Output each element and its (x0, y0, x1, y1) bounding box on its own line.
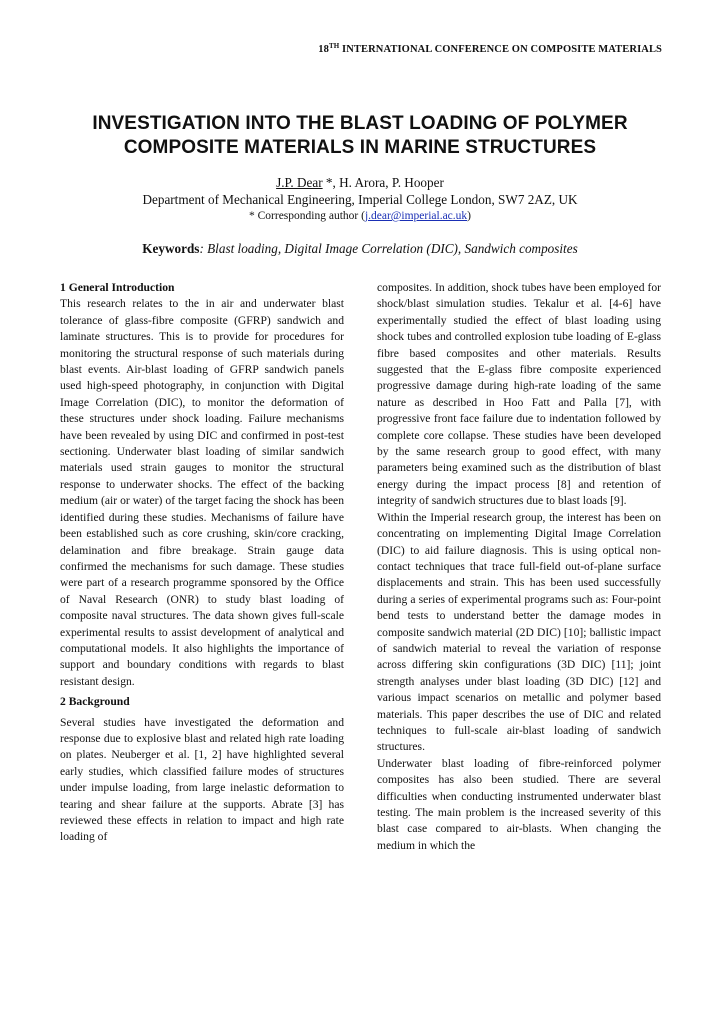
background-paragraph: Several studies have investigated the deformation and response due to explosive blast and related high rate loading on plates. Neuberger et al. [1, 2] have highlighted several early studies, which classified failure modes of structures under impulse loading, from large inelastic deformation to tearing and shear failure at the supports. Abrate [3] has reviewed these effects in relation to impact and high rate loading of (60, 715, 344, 844)
right-column (377, 280, 661, 854)
keywords-label: Keywords (142, 241, 200, 256)
section-heading-background: 2 Background (60, 695, 130, 709)
conference-number-suffix: TH (329, 42, 340, 50)
right-paragraph-3: Underwater blast loading of fibre-reinforced polymer composites has also been studied. There are several difficulties when conducting instrumented underwater blast testing. The main problem is the increased severity of this blast case compared to air-blasts. When changing the medium in which the (377, 756, 661, 852)
conference-number: 18 (318, 44, 329, 55)
conference-name: INTERNATIONAL CONFERENCE ON COMPOSITE MATERIALS (339, 44, 662, 55)
paper-title (60, 112, 660, 160)
corresponding-prefix: * Corresponding author ( (248, 210, 365, 222)
co-authors: *, H. Arora, P. Hooper (322, 175, 444, 190)
right-paragraph-2: Within the Imperial research group, the interest has been on concentrating on implementing Digital Image Correlation (DIC) to aid failure diagnosis. This is using optical non-contact techniques that trace full-field out-of-plane surface displacements and strain. This has been used successfully during a series of experimental programs such as: Four-point bend tests to understand better the damage modes in composite sandwich material (2D DIC) [10]; ballistic impact of sandwich material to reveal the variation of response across differing skin configurations (3D DIC) [11]; joint strength analyses under blast loading (3D DIC) [12] and various impact scenarios on metallic and polymer based materials. This paper describes the use of DIC and related techniques to full-scale air-blast loading of sandwich structures. (377, 510, 661, 754)
introduction-paragraph: This research relates to the in air and underwater blast tolerance of glass-fibre composite (GFRP) sandwich and laminate structures. This is to provide for procedures for monitoring the structural response of such materials during blast events. Air-blast loading of GFRP sandwich panels used high-speed photography, in conjunction with Digital Image Correlation (DIC), to monitor the deformation of these structures under shock loading. Failure mechanisms have been revealed by using DIC and confirmed in post-test sectioning. Underwater blast loading of similar sandwich materials used strain gauges to monitor the structural response to underwater shocks. The effect of the backing medium (air or water) of the target facing the shock has been identified during these studies. Mechanisms of failure have been established such as core crushing, skin/core cracking, delamination and fibre breakage. Strain gauge data confirmed the mechanisms for such damage. These studies were part of a research programme sponsored by the Office of Naval Research (ONR) to study blast loading of composite naval structures. The data shown gives full-scale experimental results to assist development of analytical and computational models. It also highlights the importance of support and boundary conditions with regards to blast resistant design. (60, 297, 344, 688)
right-paragraph-1: composites. In addition, shock tubes have been employed for shock/blast simulation studies. Tekalur et al. [4-6] have experimentally studied the effect of blast loading using shock tubes and controlled explosion tube loading of E-glass fibre based composites and other materials. Results suggested that the E-glass fibre composite experienced progressive damage during high-rate loading of the same nature as described in Hoo Fatt and Palla [7], with progressive front face failure due to indentation followed by complete core collapse. These studies have been developed by the same research group to good effect, with many parameters being examined such as the distribution of blast energy during the impact process [8] and retention of integrity of sandwich structures due to blast loads [9]. (377, 281, 661, 508)
running-header (0, 42, 662, 55)
paper-title-line-2: COMPOSITE MATERIALS IN MARINE STRUCTURES (123, 137, 597, 158)
left-column (60, 280, 344, 846)
keywords-text: : Blast loading, Digital Image Correlation (DIC), Sandwich composites (199, 241, 578, 256)
lead-author: J.P. Dear (276, 175, 323, 190)
email-link[interactable]: j.dear@imperial.ac.uk (364, 210, 468, 222)
paper-title-line-1: INVESTIGATION INTO THE BLAST LOADING OF POLYMER (92, 113, 628, 134)
section-heading-introduction: 1 General Introduction (60, 281, 175, 294)
corresponding-suffix: ) (467, 210, 472, 222)
affiliation: Department of Mechanical Engineering, Imperial College London, SW7 2AZ, UK (142, 192, 578, 207)
keywords (60, 240, 660, 258)
corresponding-author (60, 208, 660, 224)
author-list (60, 174, 660, 192)
